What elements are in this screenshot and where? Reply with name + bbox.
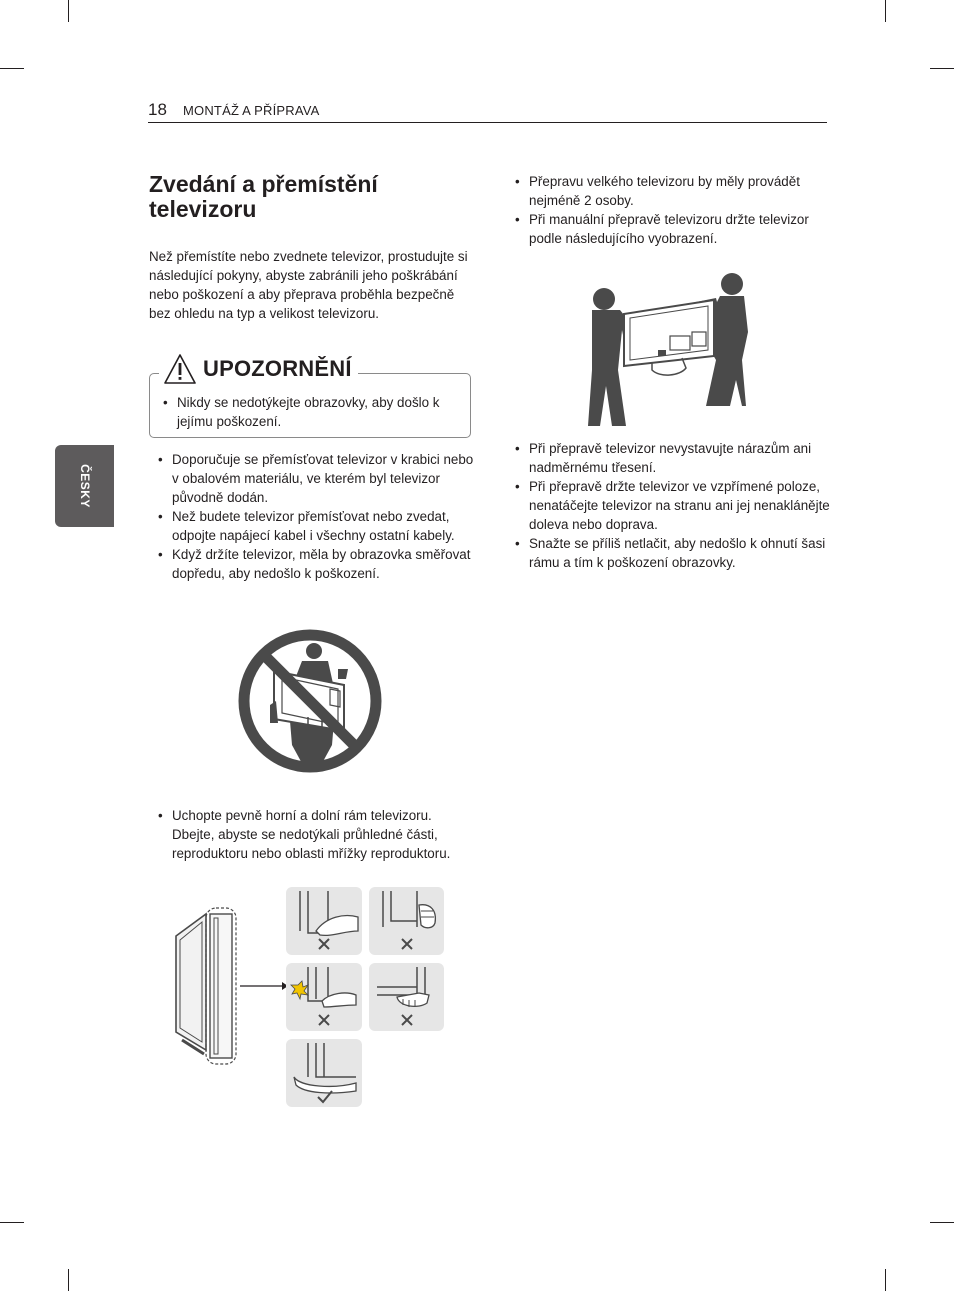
grip-list — [150, 806, 475, 863]
grip-panel-wrong — [286, 963, 362, 1031]
crop-mark — [0, 68, 24, 69]
list-item: • Při přepravě držte televizor ve vzpřímené poloze, nenatáčejte televizor na stranu ani jej nenaklánějte doleva nebo doprava. — [515, 477, 835, 534]
handling-list — [150, 450, 475, 583]
language-tab — [55, 445, 114, 527]
caution-title: UPOZORNĚNÍ — [203, 356, 352, 381]
list-item: • Když držíte televizor, měla by obrazovka směřovat dopředu, aby nedošlo k poškození. — [150, 545, 475, 583]
transport-list — [515, 172, 835, 248]
grip-panel-wrong — [369, 887, 444, 955]
caution-list — [155, 393, 455, 431]
grip-panel-wrong — [286, 887, 362, 955]
crop-mark — [930, 1222, 954, 1223]
language-tab-label: ČESKY — [78, 464, 92, 508]
page-title: Zvedání a přemístění televizoru — [149, 171, 378, 222]
list-item: • Při přepravě televizor nevystavujte nárazům ani nadměrnému třesení. — [515, 439, 835, 477]
list-item: • Nikdy se nedotýkejte obrazovky, aby došlo k jejímu poškození. — [155, 393, 455, 431]
list-item: • Při manuální přepravě televizoru držte televizor podle následujícího vyobrazení. — [515, 210, 835, 248]
caution-header — [159, 349, 358, 389]
page-header — [148, 100, 827, 123]
crop-mark — [68, 0, 69, 22]
grip-panel-wrong — [369, 963, 444, 1031]
crop-mark — [930, 68, 954, 69]
crop-mark — [885, 1269, 886, 1291]
intro-paragraph: Než přemístíte nebo zvednete televizor, prostudujte si následující pokyny, abyste zabránili jeho poškrábání nebo poškození a aby přeprava proběhla bezpečně bez ohledu na typ a velikost televizoru. — [149, 249, 468, 321]
list-item: • Doporučuje se přemísťovat televizor v krabici nebo v obalovém materiálu, ve kterém byl televizor původně dodán. — [150, 450, 475, 507]
section-title: MONTÁŽ A PŘÍPRAVA — [183, 103, 320, 118]
tv-side-illustration — [170, 908, 290, 1068]
grip-panel-correct — [286, 1039, 362, 1107]
crop-mark — [68, 1269, 69, 1291]
two-person-carry-illustration — [586, 270, 752, 430]
warning-triangle-icon — [163, 353, 197, 385]
list-item: • Uchopte pevně horní a dolní rám televizoru. Dbejte, abyste se nedotýkali průhledné části, reproduktoru nebo oblasti mřížky reproduktoru. — [150, 806, 475, 863]
crop-mark — [885, 0, 886, 22]
transport-caution-list — [515, 439, 835, 572]
page-number: 18 — [148, 100, 167, 119]
prohibited-carry-illustration — [236, 627, 384, 775]
tv-carried — [624, 300, 714, 375]
list-item: • Přepravu velkého televizoru by měly provádět nejméně 2 osoby. — [515, 172, 835, 210]
list-item: • Snažte se příliš netlačit, aby nedošlo k ohnutí šasi rámu a tím k poškození obrazovky. — [515, 534, 835, 572]
crop-mark — [0, 1222, 24, 1223]
list-item: • Než budete televizor přemísťovat nebo zvedat, odpojte napájecí kabel i všechny ostatní kabely. — [150, 507, 475, 545]
